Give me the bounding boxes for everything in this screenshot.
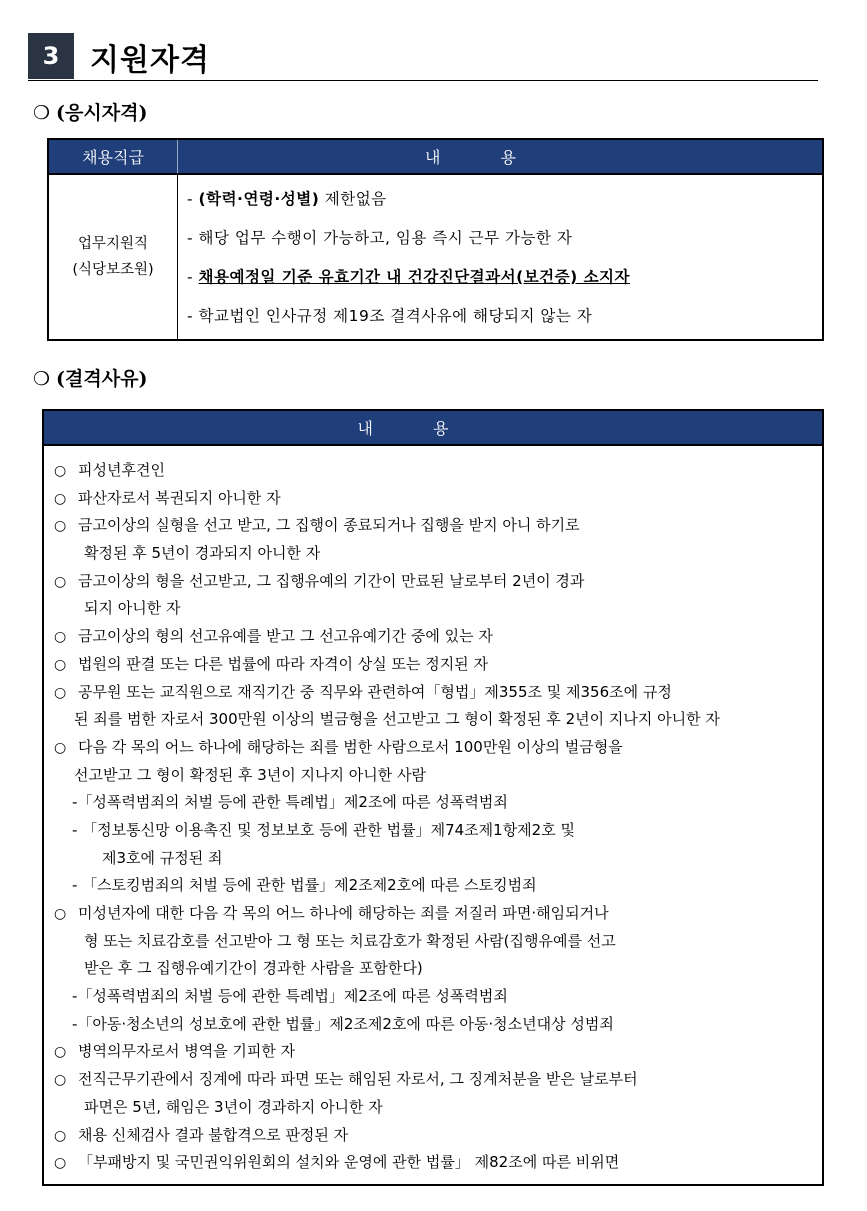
disqualification-line: [54, 1122, 816, 1150]
line-text: 다음 각 목의 어느 하나에 해당하는 죄를 범한 사람으로서 100만원 이상의 벌금형을: [78, 737, 623, 756]
bullet-circle-icon: ○: [54, 518, 67, 535]
disqualification-table-header: 내용: [44, 411, 822, 446]
bullet-circle-icon: ○: [54, 573, 67, 590]
requirement-item: - 해당 업무 수행이 가능하고, 임용 즉시 근무 가능한 자: [187, 229, 573, 247]
section-header: [28, 33, 818, 83]
disqualification-line: 제3호에 규정된 죄: [102, 848, 223, 867]
disqualification-line: [54, 900, 816, 928]
eligibility-heading-text: (응시자격): [56, 102, 148, 124]
bullet-circle-icon: ○: [54, 1127, 67, 1144]
line-text: 피성년후견인: [78, 461, 165, 479]
bullet-circle-icon: ○: [54, 906, 67, 922]
bullet-circle-icon: ○: [54, 684, 67, 701]
disqualification-line: [54, 679, 816, 707]
bullet-circle-icon: ○: [54, 1044, 67, 1061]
disqualification-line: [54, 512, 816, 540]
header-content: 내용: [425, 148, 576, 167]
eligibility-table-header: [49, 140, 822, 175]
disqualification-list: [54, 457, 816, 1177]
position-cell: [49, 175, 178, 339]
disqualification-line: [54, 568, 816, 596]
section-divider: [28, 80, 818, 81]
eligibility-heading: [33, 98, 147, 125]
bullet-circle-icon: ○: [54, 1072, 67, 1089]
line-text: 병역의무자로서 병역을 기피한 자: [78, 1042, 296, 1061]
disqualification-line: -「성폭력범죄의 처벌 등에 관한 특례법」제2조에 따른 성폭력범죄: [72, 987, 508, 1006]
disqualification-line: - 「정보통신망 이용촉진 및 정보보호 등에 관한 법률」제74조제1항제2호 및: [72, 820, 575, 839]
line-text: 공무원 또는 교직원으로 재직기간 중 직무와 관련하여「형법」제355조 및 제356조에 규정: [78, 682, 672, 701]
line-text: 금고이상의 형의 선고유예를 받고 그 선고유예기간 중에 있는 자: [78, 627, 493, 646]
line-text: 미성년자에 대한 다음 각 목의 어느 하나에 해당하는 죄를 저질러 파면·해임되거나: [78, 904, 609, 922]
disqualification-line: 파면은 5년, 해임은 3년이 경과하지 아니한 자: [84, 1097, 383, 1116]
disqualification-line: 확정된 후 5년이 경과되지 아니한 자: [84, 544, 321, 563]
disqualification-line: -「성폭력범죄의 처벌 등에 관한 특례법」제2조에 따른 성폭력범죄: [72, 793, 508, 812]
bullet-circle-icon: ○: [54, 739, 67, 756]
disqualification-line: [54, 623, 816, 651]
bullet-circle-icon: ○: [54, 656, 67, 673]
section-number-badge: 3: [28, 33, 74, 79]
disqualification-line: [54, 457, 816, 485]
disqualification-line: [54, 1066, 816, 1094]
position-name: 업무지원직: [77, 236, 149, 252]
disqualification-line: 받은 후 그 집행유예기간이 경과한 사람을 포함한다): [84, 959, 423, 978]
line-text: 금고이상의 실형을 선고 받고, 그 집행이 종료되거나 집행을 받지 아니 하기로: [78, 516, 580, 535]
bullet-circle-icon: ❍: [33, 102, 51, 124]
disqualification-line: 선고받고 그 형이 확정된 후 3년이 지나지 아니한 사람: [74, 765, 426, 784]
line-text: 법원의 판결 또는 다른 법률에 따라 자격이 상실 또는 정지된 자: [78, 654, 488, 673]
disqualification-line: -「아동·청소년의 성보호에 관한 법률」제2조제2호에 따른 아동·청소년대상 성범죄: [72, 1014, 614, 1033]
disqualification-line: 되지 아니한 자: [84, 599, 181, 618]
disqualification-line: [54, 734, 816, 762]
disqualification-table: [42, 409, 824, 1186]
bullet-circle-icon: ○: [54, 490, 67, 507]
bullet-circle-icon: ❍: [33, 368, 51, 390]
line-text: 채용 신체검사 결과 불합격으로 판정된 자: [78, 1125, 349, 1144]
line-text: 파산자로서 복권되지 아니한 자: [78, 488, 281, 507]
disqualification-line: [54, 1149, 816, 1177]
line-text: 전직근무기관에서 징계에 따라 파면 또는 해임된 자로서, 그 징계처분을 받은 날로부터: [78, 1070, 638, 1089]
disqualification-line: [54, 651, 816, 679]
bullet-circle-icon: ○: [54, 1155, 67, 1172]
bullet-circle-icon: ○: [54, 629, 67, 646]
eligibility-table: [47, 138, 824, 341]
section-title: 지원자격: [90, 43, 210, 78]
disqualification-line: 형 또는 치료감호를 선고받아 그 형 또는 치료감호가 확정된 사람(집행유예를 선고: [84, 931, 616, 950]
disqualification-line: [54, 485, 816, 513]
requirements-list: [187, 186, 817, 342]
header-position-grade: 채용직급: [49, 140, 178, 173]
requirement-item: - 채용예정일 기준 유효기간 내 건강진단결과서(보건증) 소지자: [187, 268, 631, 286]
position-detail: (식당보조원): [72, 262, 154, 278]
requirement-item: - 학교법인 인사규정 제19조 결격사유에 해당되지 않는 자: [187, 307, 593, 325]
disqualification-line: - 「스토킹범죄의 처벌 등에 관한 법률」제2조제2호에 따른 스토킹범죄: [72, 876, 537, 895]
disqualification-line: 된 죄를 범한 자로서 300만원 이상의 벌금형을 선고받고 그 형이 확정된 후 2년이 지나지 아니한 자: [74, 710, 720, 729]
disqualification-heading: [33, 364, 147, 391]
line-text: 「부패방지 및 국민권익위원회의 설치와 운영에 관한 법률」 제82조에 따른 비위면: [78, 1153, 620, 1172]
disqualification-line: [54, 1038, 816, 1066]
disqualification-heading-text: (결격사유): [56, 368, 148, 390]
line-text: 금고이상의 형을 선고받고, 그 집행유예의 기간이 만료된 날로부터 2년이 경과: [78, 571, 585, 590]
requirement-item: - (학력·연령·성별) 제한없음: [187, 190, 387, 208]
bullet-circle-icon: ○: [54, 463, 67, 479]
